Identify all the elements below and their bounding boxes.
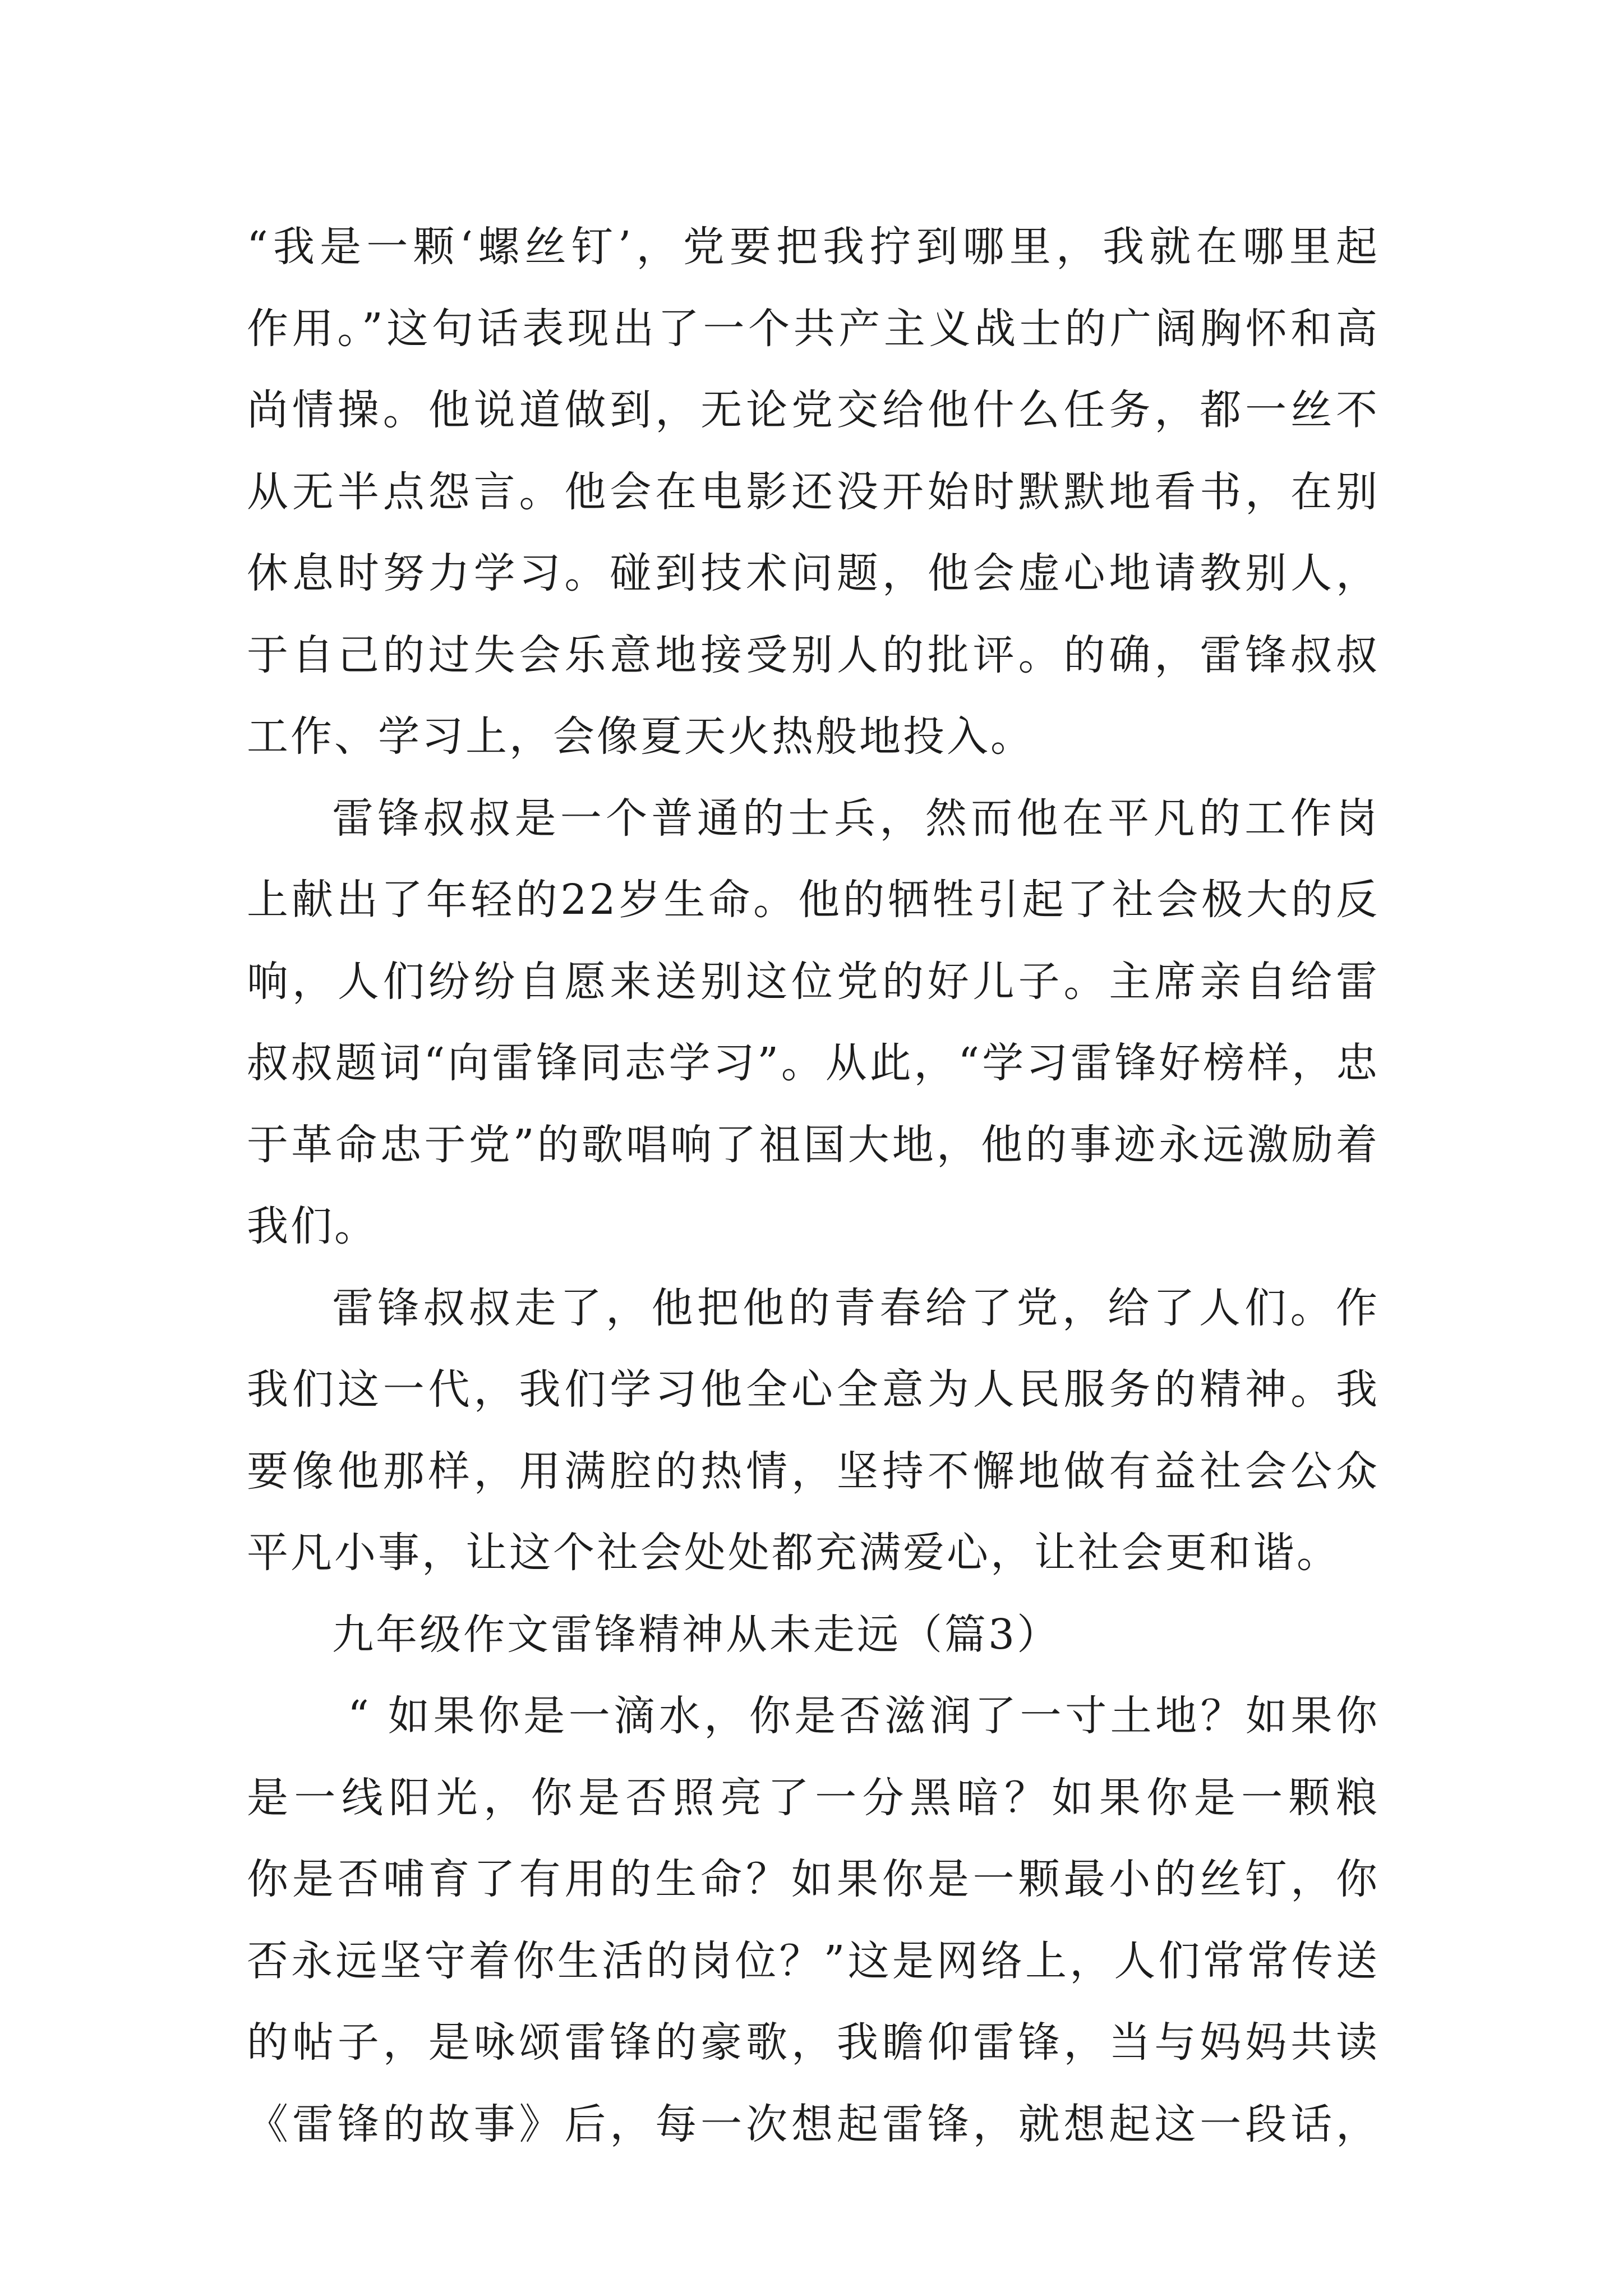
text-line: 响，人们纷纷自愿来送别这位党的好儿子。主席亲自给雷 (247, 957, 1380, 1006)
text-line: 于革命忠于党”的歌唱响了祖国大地，他的事迹永远激励着 (247, 1120, 1380, 1169)
text-line: 我们这一代，我们学习他全心全意为人民服务的精神。我 (247, 1365, 1380, 1414)
text-line: 上献出了年轻的22岁生命。他的牺牲引起了社会极大的反 (247, 876, 1380, 924)
section-title: 九年级作文雷锋精神从未走远（篇3） (332, 1610, 1061, 1659)
paragraph-5 (247, 1676, 1380, 2165)
section-heading (247, 1594, 1380, 1676)
text-line: 尚情操。他说道做到，无论党交给他什么任务，都一丝不 (247, 386, 1380, 434)
text-line: 我们。 (247, 1202, 378, 1250)
text-line: 平凡小事，让这个社会处处都充满爱心，让社会更和谐。 (247, 1529, 1340, 1577)
text-line: 雷锋叔叔是一个普通的士兵，然而他在平凡的工作岗 (332, 794, 1380, 843)
text-line: 是一线阳光，你是否照亮了一分黑暗？如果你是一颗粮 (247, 1773, 1380, 1822)
text-line: 你是否哺育了有用的生命？如果你是一颗最小的丝钉，你 (247, 1855, 1380, 1903)
text-line: 作用。”这句话表现出了一个共产主义战士的广阔胸怀和高 (247, 304, 1380, 353)
paragraph-3 (247, 1268, 1380, 1594)
paragraph-2 (247, 778, 1380, 1268)
body-text (247, 206, 1380, 2165)
text-line: 于自己的过失会乐意地接受别人的批评。的确，雷锋叔叔 (247, 631, 1380, 679)
text-line: “ 如果你是一滴水，你是否滋润了一寸土地？如果你 (348, 1692, 1380, 1740)
text-line: 工作、学习上，会像夏天火热般地投入。 (247, 712, 1034, 761)
text-line: 从无半点怨言。他会在电影还没开始时默默地看书，在别 (247, 467, 1380, 516)
paragraph-1 (247, 206, 1380, 778)
text-line: 雷锋叔叔走了，他把他的青春给了党，给了人们。作 (332, 1283, 1380, 1332)
text-line: 叔叔题词“向雷锋同志学习”。从此，“学习雷锋好榜样，忠 (247, 1039, 1380, 1087)
text-line: “我是一颗‘螺丝钉’，党要把我拧到哪里，我就在哪里起 (247, 223, 1380, 271)
text-line: 《雷锋的故事》后，每一次想起雷锋，就想起这一段话， (247, 2100, 1380, 2148)
text-line: 休息时努力学习。碰到技术问题，他会虚心地请教别人， (247, 549, 1380, 597)
text-line: 否永远坚守着你生活的岗位？”这是网络上，人们常常传送 (247, 1936, 1380, 1985)
text-line: 要像他那样，用满腔的热情，坚持不懈地做有益社会公众 (247, 1447, 1380, 1496)
text-line: 的帖子，是咏颂雷锋的豪歌，我瞻仰雷锋，当与妈妈共读 (247, 2018, 1380, 2067)
